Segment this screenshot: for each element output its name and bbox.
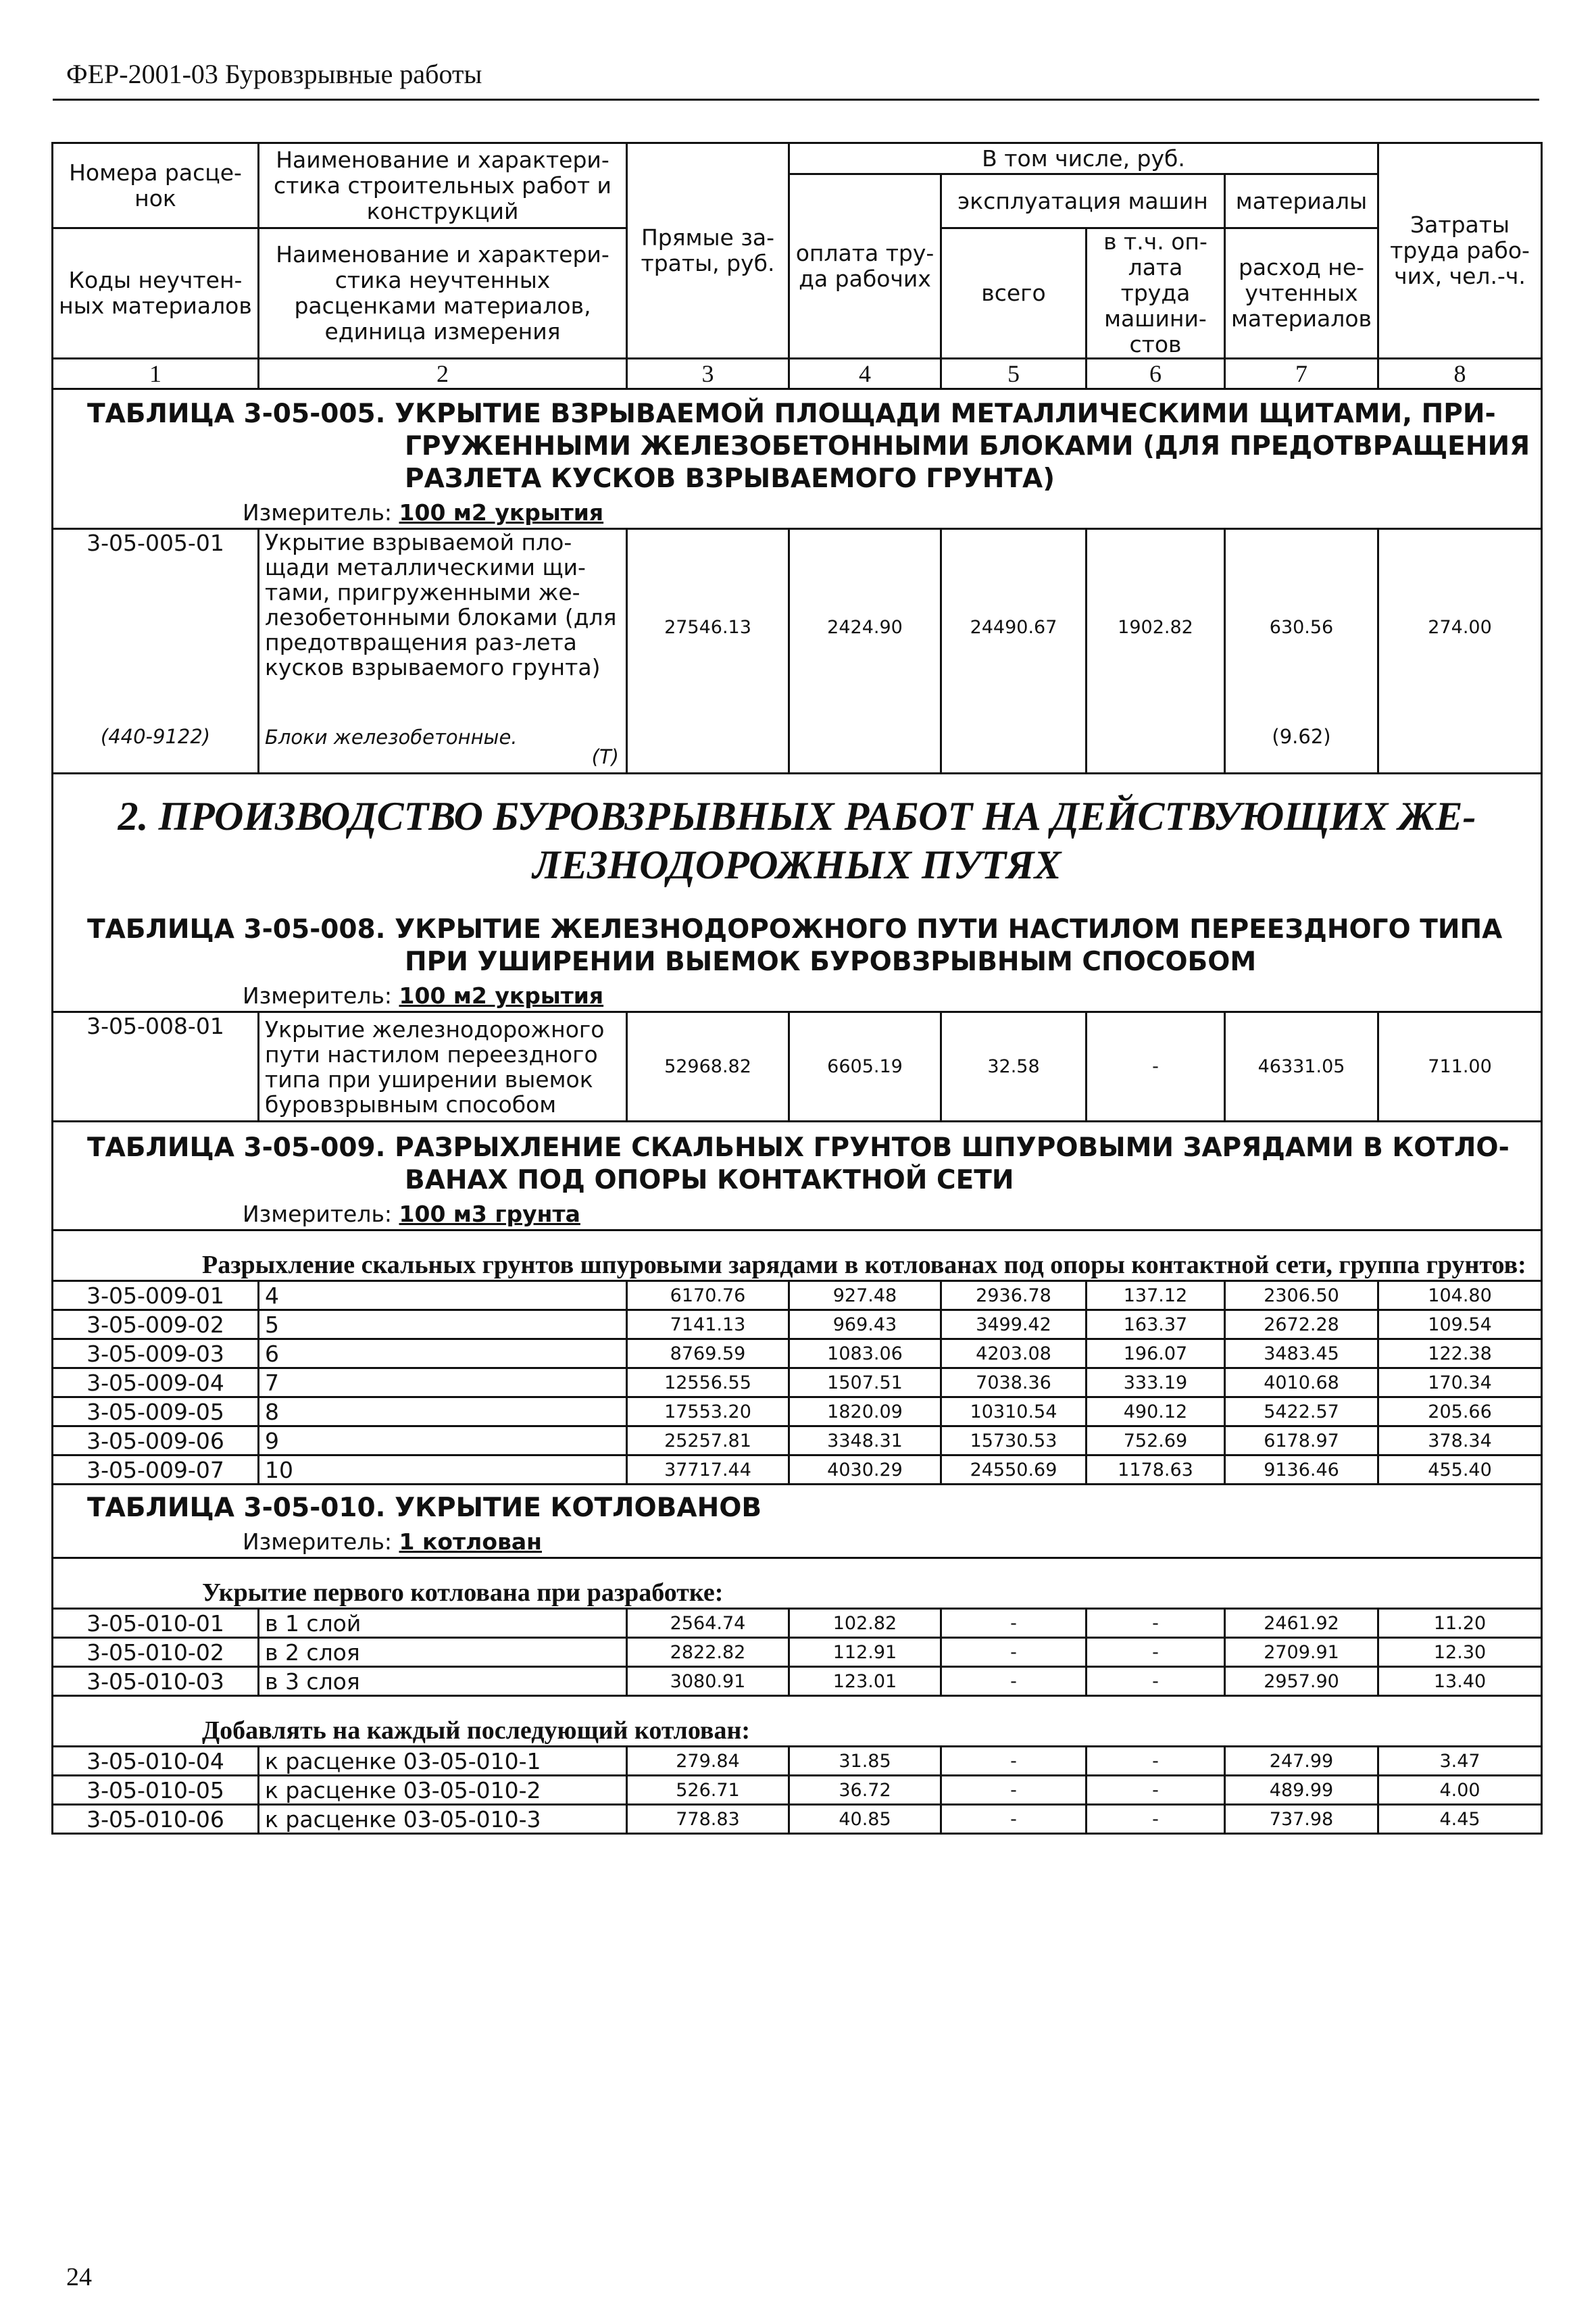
machines-total: 24490.67: [941, 529, 1087, 725]
rate-description: 5: [259, 1310, 627, 1339]
col-number: 6: [1087, 359, 1225, 389]
labor-pay: 1820.09: [789, 1397, 941, 1426]
table-row: [53, 1638, 1542, 1667]
machines-total: 10310.54: [941, 1397, 1087, 1426]
materials-cost: 247.99: [1225, 1747, 1378, 1776]
machinists-pay: 490.12: [1087, 1397, 1225, 1426]
material-description: [259, 725, 627, 774]
table-row: [53, 1339, 1542, 1368]
table-005-measure: [53, 498, 1542, 529]
direct-cost: 279.84: [627, 1747, 789, 1776]
table-010-rows-first: [53, 1609, 1542, 1696]
machines-total: -: [941, 1776, 1087, 1805]
machinists-pay: 1178.63: [1087, 1455, 1225, 1485]
direct-cost: 7141.13: [627, 1310, 789, 1339]
col-number: 2: [259, 359, 627, 389]
table-009-title: [53, 1122, 1542, 1200]
machines-total: 2936.78: [941, 1281, 1087, 1310]
material-quantity: (9.62): [1225, 725, 1378, 774]
table-row: [53, 1667, 1542, 1696]
empty-cell: [941, 725, 1087, 774]
rate-code: 3-05-009-01: [53, 1281, 259, 1310]
col7-header: расход не-учтенных материалов: [1225, 228, 1378, 359]
direct-cost: 8769.59: [627, 1339, 789, 1368]
material-code: (440-9122): [53, 725, 259, 774]
machinists-pay: 137.12: [1087, 1281, 1225, 1310]
labor-pay: 4030.29: [789, 1455, 941, 1485]
table-row: [53, 1368, 1542, 1397]
machinists-pay: -: [1087, 1776, 1225, 1805]
direct-cost: 2564.74: [627, 1609, 789, 1638]
measure-label: Измеритель:: [243, 982, 393, 1009]
machines-total: 4203.08: [941, 1339, 1087, 1368]
labor-pay: 2424.90: [789, 529, 941, 725]
rate-code: 3-05-009-04: [53, 1368, 259, 1397]
labor-pay: 112.91: [789, 1638, 941, 1667]
labor-pay: 36.72: [789, 1776, 941, 1805]
col-number: 5: [941, 359, 1087, 389]
measure-label: Измеритель:: [243, 499, 393, 526]
col-number: 4: [789, 359, 941, 389]
col1-header-top: Номера расце-нок: [53, 143, 259, 228]
col1-header-bottom: Коды неучтен-ных материалов: [53, 228, 259, 359]
rate-code: 3-05-009-06: [53, 1426, 259, 1455]
table-009-line2: ВАНАХ ПОД ОПОРЫ КОНТАКТНОЙ СЕТИ: [405, 1165, 1014, 1195]
rate-description: 8: [259, 1397, 627, 1426]
materials-cost: 2709.91: [1225, 1638, 1378, 1667]
table-008-line2: ПРИ УШИРЕНИИ ВЫЕМОК БУРОВЗРЫВНЫМ СПОСОБОМ: [405, 947, 1257, 977]
direct-cost: 778.83: [627, 1805, 789, 1834]
labor-hours: 170.34: [1378, 1368, 1542, 1397]
materials-cost: 2306.50: [1225, 1281, 1378, 1310]
direct-cost: 17553.20: [627, 1397, 789, 1426]
table-row: [53, 1805, 1542, 1834]
materials-cost: 2461.92: [1225, 1609, 1378, 1638]
direct-cost: 52968.82: [627, 1012, 789, 1122]
table-009-rows: [53, 1281, 1542, 1485]
table-009-line1: РАЗРЫХЛЕНИЕ СКАЛЬНЫХ ГРУНТОВ ШПУРОВЫМИ ЗАРЯДАМИ В КОТЛО-: [395, 1132, 1510, 1163]
col-number: 7: [1225, 359, 1378, 389]
machinists-pay: -: [1087, 1747, 1225, 1776]
machines-total: -: [941, 1667, 1087, 1696]
direct-cost: 526.71: [627, 1776, 789, 1805]
materials-cost: 4010.68: [1225, 1368, 1378, 1397]
machines-header: эксплуатация машин: [941, 174, 1225, 228]
labor-hours: 205.66: [1378, 1397, 1542, 1426]
section-2-line2: ЛЕЗНОДОРОЖНЫХ ПУТЯХ: [532, 843, 1062, 887]
table-row: [53, 1455, 1542, 1485]
empty-cell: [1378, 725, 1542, 774]
labor-hours: 109.54: [1378, 1310, 1542, 1339]
rate-description: в 2 слоя: [259, 1638, 627, 1667]
machines-total: 7038.36: [941, 1368, 1087, 1397]
rate-code: 3-05-010-01: [53, 1609, 259, 1638]
machines-total: 32.58: [941, 1012, 1087, 1122]
rate-code: 3-05-009-02: [53, 1310, 259, 1339]
rate-code: 3-05-008-01: [53, 1012, 259, 1122]
measure-label: Измеритель:: [243, 1201, 393, 1227]
table-008-measure: [53, 981, 1542, 1012]
machinists-pay: 1902.82: [1087, 529, 1225, 725]
materials-cost: 737.98: [1225, 1805, 1378, 1834]
labor-pay: 6605.19: [789, 1012, 941, 1122]
labor-pay: 40.85: [789, 1805, 941, 1834]
page-number: 24: [66, 2263, 92, 2291]
empty-cell: [627, 725, 789, 774]
incl-header: В том числе, руб.: [789, 143, 1378, 174]
machinists-pay: -: [1087, 1609, 1225, 1638]
rates-table-container: [51, 142, 1541, 1835]
col-number: 1: [53, 359, 259, 389]
direct-cost: 2822.82: [627, 1638, 789, 1667]
rate-description: к расценке 03-05-010-1: [259, 1747, 627, 1776]
materials-cost: 46331.05: [1225, 1012, 1378, 1122]
labor-hours: 274.00: [1378, 529, 1542, 725]
table-010-group2-heading: Добавлять на каждый последующий котлован:: [53, 1696, 1542, 1747]
rate-code: 3-05-009-03: [53, 1339, 259, 1368]
section-2-line1: 2. ПРОИЗВОДСТВО БУРОВЗРЫВНЫХ РАБОТ НА ДЕЙСТВУЮЩИХ ЖЕ-: [118, 794, 1476, 839]
direct-cost: 3080.91: [627, 1667, 789, 1696]
rate-description: в 1 слой: [259, 1609, 627, 1638]
rate-description: в 3 слоя: [259, 1667, 627, 1696]
table-row: [53, 1426, 1542, 1455]
rate-description: Укрытие взрываемой пло-щади металлическими щи-тами, пригруженными же-лезобетонными блоками (для предотвращения раз-лета кусков взрываемого грунта): [259, 529, 627, 725]
labor-pay: 969.43: [789, 1310, 941, 1339]
labor-hours: 455.40: [1378, 1455, 1542, 1485]
table-005-label: ТАБЛИЦА 3-05-005.: [87, 399, 386, 429]
col6-header: в т.ч. оп-лата труда машини-стов: [1087, 228, 1225, 359]
table-row: [53, 1747, 1542, 1776]
labor-hours: 378.34: [1378, 1426, 1542, 1455]
rate-description: Укрытие железнодорожного пути настилом переездного типа при уширении выемок буровзрывным способом: [259, 1012, 627, 1122]
rate-code: 3-05-010-04: [53, 1747, 259, 1776]
machines-total: -: [941, 1747, 1087, 1776]
rate-description: к расценке 03-05-010-3: [259, 1805, 627, 1834]
table-row: [53, 1397, 1542, 1426]
labor-pay: 31.85: [789, 1747, 941, 1776]
labor-pay: 1507.51: [789, 1368, 941, 1397]
table-010-group1-heading: Укрытие первого котлована при разработке:: [53, 1558, 1542, 1609]
col-number: 3: [627, 359, 789, 389]
table-010-rows-next: [53, 1747, 1542, 1834]
direct-cost: 12556.55: [627, 1368, 789, 1397]
rate-description: к расценке 03-05-010-2: [259, 1776, 627, 1805]
table-row: [53, 1310, 1542, 1339]
section-2-heading: [53, 774, 1542, 903]
machinists-pay: -: [1087, 1805, 1225, 1834]
materials-cost: 6178.97: [1225, 1426, 1378, 1455]
labor-pay: 927.48: [789, 1281, 941, 1310]
header-rule: [53, 99, 1539, 101]
table-005-line1: УКРЫТИЕ ВЗРЫВАЕМОЙ ПЛОЩАДИ МЕТАЛЛИЧЕСКИМИ ЩИТАМИ, ПРИ-: [395, 399, 1496, 429]
materials-cost: 3483.45: [1225, 1339, 1378, 1368]
measure-label: Измеритель:: [243, 1528, 393, 1555]
col3-header: Прямые за-траты, руб.: [627, 143, 789, 359]
direct-cost: 37717.44: [627, 1455, 789, 1485]
materials-cost: 2957.90: [1225, 1667, 1378, 1696]
table-010-title: [53, 1485, 1542, 1528]
measure-value: 100 м2 укрытия: [399, 499, 604, 526]
table-008-title: [53, 903, 1542, 981]
col-number: 8: [1378, 359, 1542, 389]
machines-total: 3499.42: [941, 1310, 1087, 1339]
empty-cell: [789, 725, 941, 774]
material-unit: (Т): [591, 745, 619, 768]
table-005-line2: ГРУЖЕННЫМИ ЖЕЛЕЗОБЕТОННЫМИ БЛОКАМИ (ДЛЯ ПРЕДОТВРАЩЕНИЯ: [405, 431, 1530, 462]
materials-cost: 5422.57: [1225, 1397, 1378, 1426]
machinists-pay: 163.37: [1087, 1310, 1225, 1339]
table-row: [53, 1281, 1542, 1310]
labor-hours: 12.30: [1378, 1638, 1542, 1667]
table-row: [53, 1609, 1542, 1638]
col2-header-bottom: Наименование и характери-стика неучтенных расценками материалов, единица измерения: [259, 228, 627, 359]
rate-code: 3-05-005-01: [53, 529, 259, 725]
table-005-line3: РАЗЛЕТА КУСКОВ ВЗРЫВАЕМОГО ГРУНТА): [405, 464, 1055, 494]
machines-total: 24550.69: [941, 1455, 1087, 1485]
labor-hours: 4.45: [1378, 1805, 1542, 1834]
rate-code: 3-05-010-05: [53, 1776, 259, 1805]
machines-total: -: [941, 1609, 1087, 1638]
direct-cost: 25257.81: [627, 1426, 789, 1455]
machinists-pay: -: [1087, 1012, 1225, 1122]
rate-code: 3-05-009-07: [53, 1455, 259, 1485]
labor-hours: 13.40: [1378, 1667, 1542, 1696]
table-010-label: ТАБЛИЦА 3-05-010.: [87, 1493, 386, 1523]
rates-table: [51, 142, 1543, 1835]
col5-header: всего: [941, 228, 1087, 359]
labor-hours: 3.47: [1378, 1747, 1542, 1776]
table-010-measure: [53, 1527, 1542, 1558]
materials-cost: 630.56: [1225, 529, 1378, 725]
machines-total: 15730.53: [941, 1426, 1087, 1455]
table-009-measure: [53, 1199, 1542, 1230]
measure-value: 100 м2 укрытия: [399, 982, 604, 1009]
machines-total: -: [941, 1638, 1087, 1667]
table-009-group-heading: Разрыхление скальных грунтов шпуровыми зарядами в котлованах под опоры контактной сети, группа грунтов:: [53, 1230, 1542, 1281]
materials-cost: 489.99: [1225, 1776, 1378, 1805]
col2-header-top: Наименование и характери-стика строительных работ и конструкций: [259, 143, 627, 228]
machines-total: -: [941, 1805, 1087, 1834]
rate-description: 4: [259, 1281, 627, 1310]
rate-description: 10: [259, 1455, 627, 1485]
labor-hours: 122.38: [1378, 1339, 1542, 1368]
rate-code: 3-05-010-03: [53, 1667, 259, 1696]
materials-cost: 2672.28: [1225, 1310, 1378, 1339]
labor-hours: 104.80: [1378, 1281, 1542, 1310]
table-009-label: ТАБЛИЦА 3-05-009.: [87, 1132, 386, 1163]
machinists-pay: 333.19: [1087, 1368, 1225, 1397]
labor-pay: 3348.31: [789, 1426, 941, 1455]
direct-cost: 27546.13: [627, 529, 789, 725]
rate-description: 6: [259, 1339, 627, 1368]
rate-code: 3-05-010-02: [53, 1638, 259, 1667]
direct-cost: 6170.76: [627, 1281, 789, 1310]
rate-description: 7: [259, 1368, 627, 1397]
rate-description: 9: [259, 1426, 627, 1455]
materials-cost: 9136.46: [1225, 1455, 1378, 1485]
table-008-line1: УКРЫТИЕ ЖЕЛЕЗНОДОРОЖНОГО ПУТИ НАСТИЛОМ ПЕРЕЕЗДНОГО ТИПА: [395, 914, 1503, 945]
machinists-pay: -: [1087, 1667, 1225, 1696]
labor-pay: 123.01: [789, 1667, 941, 1696]
machinists-pay: -: [1087, 1638, 1225, 1667]
labor-hours: 11.20: [1378, 1609, 1542, 1638]
rate-code: 3-05-009-05: [53, 1397, 259, 1426]
page-header: ФЕР-2001-03 Буровзрывные работы: [66, 59, 482, 89]
measure-value: 100 м3 грунта: [399, 1201, 580, 1227]
table-005-title: [53, 389, 1542, 499]
labor-pay: 1083.06: [789, 1339, 941, 1368]
table-row: [53, 1776, 1542, 1805]
materials-header: материалы: [1225, 174, 1378, 228]
col8-header: Затраты труда рабо-чих, чел.-ч.: [1378, 143, 1542, 359]
empty-cell: [1087, 725, 1225, 774]
machinists-pay: 752.69: [1087, 1426, 1225, 1455]
labor-pay: 102.82: [789, 1609, 941, 1638]
machinists-pay: 196.07: [1087, 1339, 1225, 1368]
material-name: Блоки железобетонные.: [265, 725, 518, 749]
table-008-label: ТАБЛИЦА 3-05-008.: [87, 914, 386, 945]
labor-hours: 4.00: [1378, 1776, 1542, 1805]
col4-header: оплата тру-да рабочих: [789, 174, 941, 359]
measure-value: 1 котлован: [399, 1528, 542, 1555]
labor-hours: 711.00: [1378, 1012, 1542, 1122]
table-010-line1: УКРЫТИЕ КОТЛОВАНОВ: [395, 1493, 762, 1523]
rate-code: 3-05-010-06: [53, 1805, 259, 1834]
